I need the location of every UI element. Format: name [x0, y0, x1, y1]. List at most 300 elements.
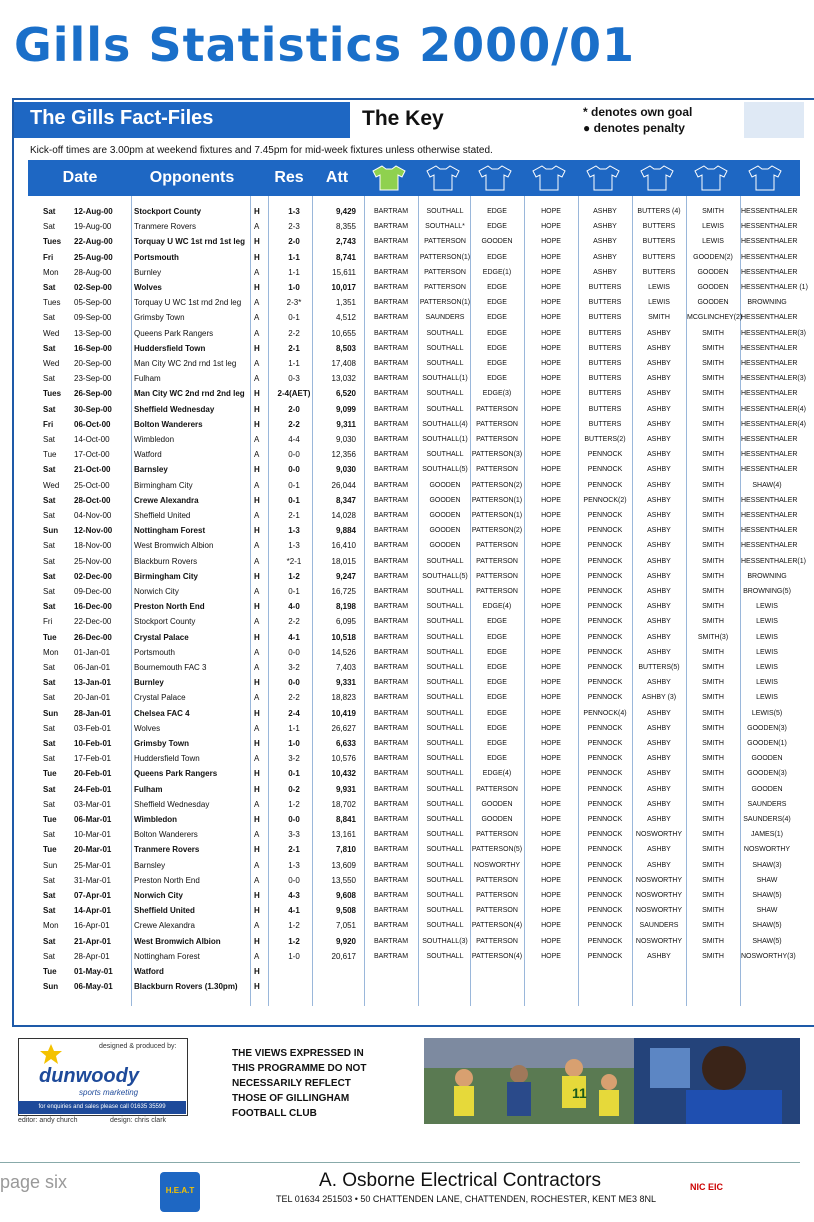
row-result: 1-2 [288, 936, 300, 946]
table-row [28, 842, 800, 857]
row-venue: A [254, 723, 260, 733]
row-player: ASHBY [647, 648, 671, 656]
row-player: EDGE [487, 709, 507, 717]
row-player: HOPE [541, 648, 561, 656]
row-date: 17-Oct-00 [74, 450, 110, 460]
table-row [28, 356, 800, 371]
row-player: GOODEN(1) [747, 740, 787, 747]
row-player: EDGE [487, 694, 507, 702]
row-venue: A [254, 617, 260, 627]
row-player: HESSENTHALER [741, 390, 798, 398]
disclaimer-line: THE VIEWS EXPRESSED IN [232, 1048, 364, 1059]
row-date: 20-Feb-01 [74, 769, 112, 779]
row-venue: H [254, 343, 260, 353]
outfield-shirt-icon [478, 165, 512, 191]
table-row [28, 873, 800, 888]
nic-eic-logo: NIC EIC [690, 1182, 724, 1192]
row-day: Sat [43, 465, 56, 475]
table-row [28, 386, 800, 401]
disclaimer [232, 1046, 366, 1121]
row-player: SOUTHALL [426, 208, 464, 215]
row-player: ASHBY [647, 800, 671, 808]
row-player: BARTRAM [373, 648, 409, 656]
row-player: HOPE [541, 436, 561, 443]
row-day: Sat [43, 587, 56, 596]
row-day: Sat [43, 435, 56, 444]
row-player: BARTRAM [373, 238, 409, 246]
row-player: EDGE [487, 223, 507, 231]
row-player: PATTERSON [476, 876, 518, 884]
row-venue: H [254, 967, 260, 976]
row-venue: A [254, 480, 260, 490]
row-player: BARTRAM [373, 922, 409, 930]
table-row [28, 812, 800, 827]
row-player: BARTRAM [373, 466, 409, 474]
key-own-goal: * denotes own goal [583, 105, 693, 119]
row-day: Sat [43, 739, 56, 748]
row-player: BUTTERS(5) [638, 664, 680, 671]
table-row [28, 508, 800, 523]
row-player: SHAW(5) [752, 892, 782, 899]
row-attendance: 8,347 [335, 495, 356, 505]
row-player: SOUTHALL [426, 907, 464, 915]
row-day: Sat [43, 541, 56, 551]
row-player: SOUTHALL [426, 724, 464, 732]
row-day: Sat [43, 343, 56, 353]
table-row [28, 766, 800, 781]
row-attendance: 16,410 [331, 541, 356, 551]
row-player: HESSENTHALER(3) [741, 329, 806, 337]
row-player: SOUTHALL [426, 588, 464, 595]
row-player: PENNOCK [587, 861, 623, 869]
row-player: BROWNING(5) [743, 588, 791, 595]
row-player: LEWIS [702, 238, 724, 246]
row-player: PENNOCK [587, 481, 623, 489]
row-opponent: Birmingham City [134, 571, 199, 581]
row-attendance: 8,198 [335, 602, 356, 612]
row-date: 25-Aug-00 [74, 252, 113, 262]
row-player: SOUTHALL [426, 755, 464, 763]
row-player: PATTERSON [476, 466, 518, 474]
row-opponent: West Bromwich Albion [134, 541, 214, 551]
row-player: NOSWORTHY [635, 876, 683, 884]
row-result: 0-0 [288, 647, 300, 657]
row-player: NOSWORTHY [635, 907, 683, 915]
row-player: ASHBY [647, 557, 671, 565]
row-player: PATTERSON [476, 572, 518, 580]
row-result: 2-0 [288, 404, 300, 414]
row-day: Fri [43, 617, 53, 627]
goalkeeper-shirt-icon [372, 165, 406, 191]
row-player: SOUTHALL [426, 390, 464, 398]
row-player: BUTTERS [642, 238, 676, 246]
row-player: HESSENTHALER [741, 238, 798, 246]
row-player: HESSENTHALER [741, 451, 798, 459]
row-attendance: 9,030 [335, 465, 356, 475]
row-result: 1-1 [288, 252, 300, 262]
row-result: 2-3 [288, 222, 300, 232]
row-result: 1-0 [288, 739, 300, 748]
row-player: BARTRAM [373, 740, 409, 747]
row-attendance: 9,030 [335, 435, 356, 444]
row-player: PATTERSON [476, 937, 518, 945]
star-icon [39, 1043, 63, 1065]
row-player: PENNOCK [587, 664, 623, 671]
row-player: ASHBY [647, 344, 671, 352]
row-player: BUTTERS [588, 284, 622, 291]
row-player: HOPE [541, 238, 561, 246]
row-player: HOPE [541, 618, 561, 626]
row-player: SMITH [702, 800, 724, 808]
row-player: SHAW(4) [752, 481, 782, 489]
row-venue: A [254, 359, 260, 368]
row-result: 2-4 [288, 708, 300, 718]
row-player: BUTTERS [642, 253, 676, 261]
row-player: ASHBY [647, 527, 671, 535]
row-player: SMITH [702, 724, 724, 732]
row-venue: A [254, 298, 260, 308]
row-player: HOPE [541, 208, 561, 215]
row-opponent: Fulham [134, 784, 163, 794]
row-attendance: 15,611 [332, 267, 356, 277]
row-day: Mon [43, 647, 59, 657]
table-row [28, 341, 800, 356]
row-opponent: Norwich City [134, 587, 179, 596]
row-day: Sun [43, 708, 59, 718]
row-player: ASHBY [647, 588, 671, 595]
row-player: BUTTERS [588, 420, 622, 428]
row-player: ASHBY [647, 572, 671, 580]
row-player: SMITH [702, 451, 724, 459]
row-player: PENNOCK [587, 603, 623, 611]
row-player: GOODEN [697, 284, 729, 291]
row-player: PATTERSON(1) [419, 253, 471, 261]
row-player: ASHBY [647, 360, 671, 367]
row-date: 28-Apr-01 [74, 951, 110, 961]
row-attendance: 8,503 [335, 343, 356, 353]
row-player: PATTERSON(5) [471, 846, 523, 854]
row-venue: A [254, 267, 260, 277]
row-player: SOUTHALL [426, 344, 464, 352]
row-player: PENNOCK [587, 466, 623, 474]
row-opponent: Crewe Alexandra [134, 921, 195, 931]
row-player: BARTRAM [373, 527, 409, 535]
row-venue: H [254, 252, 260, 262]
row-opponent: Chelsea FAC 4 [134, 708, 190, 718]
table-row [28, 918, 800, 933]
row-attendance: 2,743 [335, 237, 356, 247]
row-player: EDGE [487, 679, 507, 687]
row-day: Sat [43, 313, 56, 323]
table-row [28, 569, 800, 584]
row-date: 09-Dec-00 [74, 587, 112, 596]
row-date: 14-Oct-00 [74, 435, 110, 444]
row-player: BUTTERS (4) [637, 208, 681, 215]
row-day: Sat [43, 784, 56, 794]
row-player: PENNOCK [587, 618, 623, 626]
row-opponent: Bolton Wanderers [134, 830, 198, 840]
row-player: BUTTERS [588, 375, 622, 383]
row-player: HESSENTHALER [741, 542, 798, 550]
row-venue: A [254, 587, 260, 596]
row-player: SMITH [702, 709, 724, 717]
dunwoody-logo-box [18, 1038, 188, 1116]
row-player: BARTRAM [373, 937, 409, 945]
row-opponent: Barnsley [134, 860, 166, 870]
row-player: PATTERSON [476, 785, 518, 793]
row-player: HOPE [541, 557, 561, 565]
row-player: ASHBY [647, 466, 671, 474]
header-res: Res [274, 169, 304, 186]
row-venue: H [254, 207, 260, 216]
row-result: 0-1 [288, 769, 300, 779]
row-player: EDGE [487, 755, 507, 763]
row-attendance: 10,017 [331, 283, 356, 292]
table-row [28, 402, 806, 417]
row-date: 16-Dec-00 [74, 602, 112, 612]
row-player: ASHBY [647, 785, 671, 793]
table-row [28, 265, 800, 280]
row-player: BARTRAM [373, 876, 409, 884]
table-row [28, 782, 800, 797]
table-row [28, 690, 800, 705]
row-result: 4-1 [288, 632, 300, 642]
row-opponent: Burnley [134, 678, 164, 688]
row-attendance: 8,355 [335, 222, 356, 232]
row-player: SMITH [702, 588, 724, 595]
row-day: Wed [43, 328, 60, 338]
row-player: ASHBY [647, 861, 671, 869]
row-player: PENNOCK [587, 800, 623, 808]
table-row [28, 417, 806, 432]
row-result: 0-1 [288, 587, 300, 596]
row-player: SMITH [702, 648, 724, 656]
row-player: PENNOCK [587, 922, 623, 930]
row-player: ASHBY [647, 618, 671, 626]
row-player: SOUTHALL [426, 648, 464, 656]
row-player: SOUTHALL [426, 740, 464, 747]
row-venue: A [254, 450, 260, 460]
row-player: EDGE(1) [482, 268, 512, 276]
page-number: page six [0, 1172, 68, 1192]
row-venue: A [254, 647, 260, 657]
row-venue: H [254, 602, 260, 612]
row-player: PENNOCK [587, 527, 623, 535]
row-date: 02-Sep-00 [74, 283, 112, 292]
row-player: BARTRAM [373, 679, 409, 687]
row-player: BARTRAM [373, 694, 409, 702]
row-player: SHAW(3) [752, 861, 782, 869]
table-row [28, 630, 800, 645]
row-day: Sat [43, 207, 56, 216]
row-player: PENNOCK [587, 816, 623, 823]
row-player: ASHBY [647, 846, 671, 854]
row-player: BARTRAM [373, 344, 409, 352]
editor-credit: editor: andy church [18, 1117, 78, 1124]
row-day: Sat [43, 222, 56, 232]
row-player: HOPE [541, 496, 561, 504]
row-player: BUTTERS [588, 329, 622, 337]
row-day: Mon [43, 921, 59, 931]
row-player: NOSWORTHY [473, 861, 521, 869]
row-player: SOUTHALL [426, 694, 464, 702]
row-opponent: Portsmouth [134, 647, 175, 657]
row-player: PATTERSON(1) [471, 512, 523, 519]
row-day: Sat [43, 283, 56, 292]
row-result: 1-2 [288, 571, 300, 581]
row-player: PATTERSON [476, 436, 518, 443]
row-player: BARTRAM [373, 542, 409, 550]
table-row [28, 310, 800, 325]
row-attendance: 10,655 [331, 328, 356, 338]
row-venue: H [254, 495, 260, 505]
row-player: BARTRAM [373, 664, 409, 671]
row-day: Sat [43, 906, 56, 916]
row-player: GOODEN(3) [747, 770, 787, 778]
row-player: HESSENTHALER [741, 268, 798, 276]
row-player: LEWIS [648, 284, 670, 291]
row-day: Wed [43, 359, 60, 368]
row-opponent: Blackburn Rovers (1.30pm) [134, 982, 238, 992]
row-player: BARTRAM [373, 223, 409, 231]
row-day: Sun [43, 982, 59, 992]
kickoff-note: Kick-off times are 3.00pm at weekend fixtures and 7.45pm for mid-week fixtures unless otherwise stated. [30, 145, 493, 156]
row-player: ASHBY [647, 512, 671, 519]
row-player: HESSENTHALER (1) [741, 284, 808, 291]
row-opponent: Fulham [134, 374, 161, 384]
row-opponent: Wimbledon [134, 435, 175, 444]
row-opponent: Wimbledon [134, 815, 178, 824]
row-attendance: 7,810 [335, 845, 356, 855]
row-player: EDGE [487, 329, 507, 337]
row-player: BARTRAM [373, 892, 409, 899]
row-player: PENNOCK [587, 755, 623, 763]
row-player: SMITH [702, 603, 724, 611]
row-player: GOODEN(2) [693, 253, 733, 261]
row-venue: A [254, 799, 260, 809]
table-row [28, 599, 800, 614]
row-player: EDGE [487, 618, 507, 626]
table-row [28, 934, 800, 949]
row-day: Tue [43, 450, 57, 460]
row-player: HOPE [541, 755, 561, 763]
table-row [28, 250, 800, 265]
row-attendance: 26,044 [331, 480, 356, 490]
row-attendance: 9,884 [335, 526, 356, 536]
row-player: HOPE [541, 800, 561, 808]
row-player: EDGE [487, 360, 507, 367]
row-player: BARTRAM [373, 557, 409, 565]
table-row [28, 858, 800, 873]
row-player: EDGE [487, 284, 507, 291]
row-player: SMITH [702, 937, 724, 945]
row-player: SMITH [702, 770, 724, 778]
row-player: ASHBY [647, 770, 671, 778]
row-player: SMITH [702, 816, 724, 823]
row-venue: A [254, 754, 260, 764]
row-date: 17-Feb-01 [74, 754, 111, 764]
row-opponent: Tranmere Rovers [134, 845, 200, 855]
row-player: SOUTHALL [426, 618, 464, 626]
row-result: 0-0 [288, 465, 300, 475]
row-attendance: 13,550 [331, 875, 356, 885]
row-player: HOPE [541, 466, 561, 474]
row-player: SHAW [756, 876, 778, 884]
row-player: GOODEN [751, 755, 783, 763]
row-result: 2-1 [288, 845, 300, 855]
row-result: 0-0 [288, 875, 300, 885]
row-opponent: Bournemouth FAC 3 [134, 663, 207, 672]
key-penalty: ● denotes penalty [583, 121, 685, 135]
row-player: SMITH [702, 785, 724, 793]
row-player: LEWIS [756, 618, 778, 626]
row-attendance: 9,920 [335, 936, 356, 946]
row-date: 30-Sep-00 [74, 404, 112, 414]
row-player: SMITH [702, 557, 724, 565]
fact-files-title: The Gills Fact-Files [30, 107, 214, 129]
row-date: 12-Aug-00 [74, 207, 113, 216]
row-venue: H [254, 283, 260, 292]
row-attendance: 6,633 [335, 739, 356, 748]
row-attendance: 1,351 [335, 298, 356, 308]
row-date: 28-Jan-01 [74, 708, 111, 718]
row-player: BARTRAM [373, 800, 409, 808]
row-player: SOUTHALL [426, 876, 464, 884]
row-date: 10-Mar-01 [74, 830, 111, 840]
row-date: 18-Nov-00 [74, 541, 112, 551]
row-player: SMITH [702, 679, 724, 687]
row-player: PENNOCK [587, 512, 623, 519]
row-attendance: 9,508 [335, 906, 356, 916]
dunwoody-sub: sports marketing [79, 1088, 139, 1097]
row-opponent: Bolton Wanderers [134, 419, 203, 429]
row-attendance: 10,576 [331, 754, 356, 764]
header-opponents: Opponents [149, 169, 235, 186]
row-player: HOPE [541, 724, 561, 732]
row-player: SOUTHALL [426, 861, 464, 869]
row-opponent: Man City WC 2nd rnd 2nd leg [134, 389, 245, 399]
row-player: ASHBY [647, 603, 671, 611]
row-player: HESSENTHALER [741, 496, 798, 504]
row-player: NOSWORTHY [635, 892, 683, 899]
row-venue: A [254, 511, 260, 520]
row-player: PENNOCK [587, 740, 623, 747]
row-player: LEWIS [702, 223, 724, 231]
row-player: HESSENTHALER [741, 253, 798, 261]
row-player: BARTRAM [373, 436, 409, 443]
row-player: SOUTHALL [426, 633, 464, 641]
row-player: ASHBY [593, 223, 617, 231]
row-player: SOUTHALL [426, 405, 464, 413]
row-attendance: 17,408 [331, 359, 356, 368]
row-result: 1-3 [288, 860, 300, 870]
row-player: ASHBY [647, 390, 671, 398]
row-player: HOPE [541, 329, 561, 337]
row-venue: H [254, 906, 260, 916]
row-date: 07-Apr-01 [74, 891, 111, 900]
row-attendance: 13,161 [331, 830, 356, 840]
row-attendance: 9,608 [335, 891, 356, 900]
row-date: 20-Sep-00 [74, 359, 112, 368]
row-player: BARTRAM [373, 268, 409, 276]
row-venue: A [254, 222, 260, 232]
row-day: Sat [43, 404, 56, 414]
row-player: MCGLINCHEY(2) [687, 314, 743, 322]
table-row [28, 751, 800, 766]
row-attendance: 9,429 [335, 207, 356, 216]
row-player: SAUNDERS(4) [743, 816, 791, 823]
row-date: 21-Apr-01 [74, 936, 111, 946]
